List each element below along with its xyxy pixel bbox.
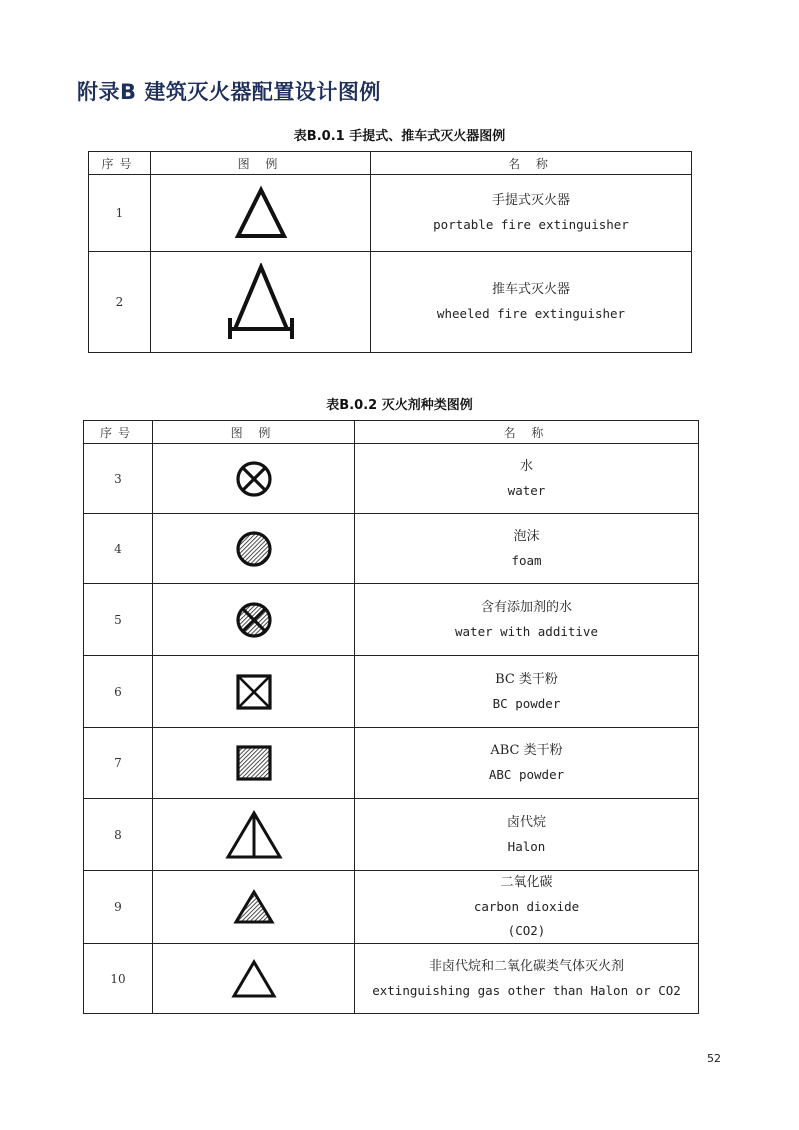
name-cell bbox=[371, 175, 692, 252]
header-symbol: 图 例 bbox=[151, 152, 371, 175]
header-name: 名 称 bbox=[355, 421, 699, 444]
name-zh: BC 类干粉 bbox=[495, 671, 558, 687]
name-zh: 推车式灭火器 bbox=[491, 282, 570, 297]
symbol-cell bbox=[153, 514, 355, 584]
name-en: foam bbox=[511, 552, 542, 568]
name-zh: 二氧化碳 bbox=[500, 875, 553, 890]
row-number: 8 bbox=[84, 799, 153, 871]
table-header-row bbox=[84, 421, 699, 444]
table-row bbox=[84, 584, 699, 656]
row-number: 6 bbox=[84, 656, 153, 728]
name-en: BC powder bbox=[492, 695, 561, 711]
table-row bbox=[89, 175, 692, 252]
table-row bbox=[84, 728, 699, 799]
row-number: 7 bbox=[84, 728, 153, 799]
name-cell bbox=[355, 944, 699, 1014]
name-en: water with additive bbox=[455, 623, 598, 639]
row-number: 9 bbox=[84, 871, 153, 944]
table2-caption: 表B.0.2 灭火剂种类图例 bbox=[326, 398, 473, 413]
page-heading: 附录B 建筑灭火器配置设计图例 bbox=[77, 80, 381, 104]
name-zh: 卤代烷 bbox=[506, 814, 546, 830]
page-number: 52 bbox=[707, 1052, 721, 1065]
row-number: 2 bbox=[89, 252, 151, 353]
table-row bbox=[84, 656, 699, 728]
table-row bbox=[84, 944, 699, 1014]
name-cell bbox=[355, 871, 699, 944]
table-row bbox=[84, 799, 699, 871]
name-cell bbox=[355, 584, 699, 656]
table1-caption: 表B.0.1 手提式、推车式灭火器图例 bbox=[293, 129, 506, 144]
symbol-cell bbox=[153, 944, 355, 1014]
row-number: 1 bbox=[89, 175, 151, 252]
row-number: 3 bbox=[84, 444, 153, 514]
symbol-cell bbox=[153, 444, 355, 514]
name-zh: ABC 类干粉 bbox=[490, 743, 563, 758]
symbol-cell bbox=[153, 584, 355, 656]
name-en: wheeled fire extinguisher bbox=[436, 306, 626, 321]
name-cell bbox=[355, 799, 699, 871]
name-en: portable fire extinguisher bbox=[433, 217, 629, 232]
row-number: 5 bbox=[84, 584, 153, 656]
name-zh: 水 bbox=[519, 458, 533, 474]
halon-icon bbox=[224, 809, 284, 861]
name-cell bbox=[371, 252, 692, 353]
name-en: carbon dioxide bbox=[473, 899, 580, 914]
table-row bbox=[84, 514, 699, 584]
table-row bbox=[84, 444, 699, 514]
water-additive-icon bbox=[234, 600, 274, 640]
abc-powder-icon bbox=[234, 743, 274, 783]
header-symbol: 图 例 bbox=[153, 421, 355, 444]
table-header-row bbox=[89, 152, 692, 175]
symbol-cell bbox=[153, 799, 355, 871]
name-cell bbox=[355, 728, 699, 799]
gas-agent-icon bbox=[229, 957, 279, 1001]
co2-icon bbox=[232, 888, 276, 926]
table-row bbox=[84, 871, 699, 944]
symbol-cell bbox=[151, 252, 371, 353]
table-row bbox=[89, 252, 692, 353]
name-en: extinguishing gas other than Halon or CO2 bbox=[372, 982, 681, 998]
name-en: water bbox=[507, 482, 546, 498]
name-en: ABC powder bbox=[488, 767, 565, 782]
symbol-cell bbox=[153, 871, 355, 944]
portable-extinguisher-icon bbox=[231, 185, 291, 241]
name-cell bbox=[355, 444, 699, 514]
water-icon bbox=[234, 459, 274, 499]
name-zh: 非卤代烷和二氧化碳类气体灭火剂 bbox=[428, 958, 624, 974]
header-no: 序号 bbox=[89, 152, 151, 175]
header-no: 序号 bbox=[84, 421, 153, 444]
symbol-cell bbox=[151, 175, 371, 252]
extinguisher-legend-table bbox=[88, 151, 692, 353]
name-en: Halon bbox=[507, 838, 546, 854]
name-cell bbox=[355, 656, 699, 728]
foam-icon bbox=[234, 529, 274, 569]
name-en-formula: (CO2) bbox=[507, 923, 546, 938]
row-number: 4 bbox=[84, 514, 153, 584]
symbol-cell bbox=[153, 728, 355, 799]
name-cell bbox=[355, 514, 699, 584]
bc-powder-icon bbox=[234, 672, 274, 712]
agent-legend-table bbox=[83, 420, 699, 1014]
name-zh: 含有添加剂的水 bbox=[480, 599, 572, 615]
name-zh: 手提式灭火器 bbox=[491, 193, 570, 208]
name-zh: 泡沫 bbox=[513, 528, 540, 544]
wheeled-extinguisher-icon bbox=[224, 263, 298, 341]
header-name: 名 称 bbox=[371, 152, 692, 175]
symbol-cell bbox=[153, 656, 355, 728]
row-number: 10 bbox=[84, 944, 153, 1014]
